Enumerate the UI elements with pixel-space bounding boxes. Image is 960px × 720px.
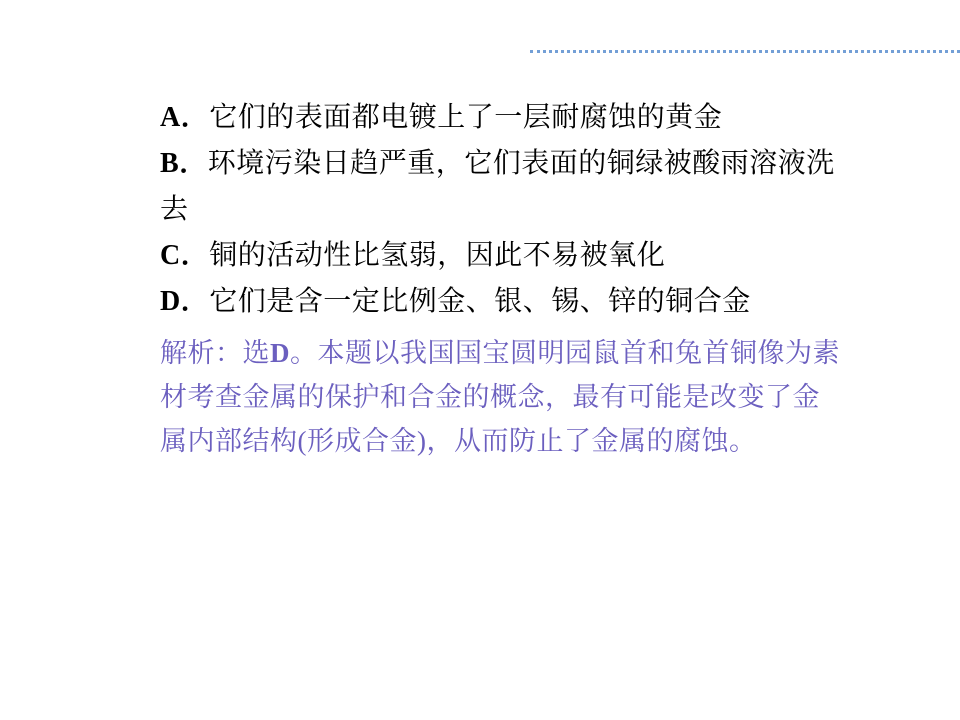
- option-b: [160, 141, 840, 233]
- option-c-text: 铜的活动性比氢弱，因此不易被氧化: [209, 240, 666, 271]
- option-d-text: 它们是含一定比例金、银、锡、锌的铜合金: [209, 286, 751, 317]
- explanation-prefix: 解析：选: [160, 338, 270, 368]
- option-d: [160, 279, 840, 325]
- option-a-label: A: [160, 102, 181, 133]
- option-c-separator: ．: [180, 240, 210, 271]
- option-a: [160, 95, 840, 141]
- explanation-body: 。本题以我国国宝圆明园鼠首和兔首铜像为素材考查金属的保护和合金的概念，最有可能是改变了金属内部结构(形成合金)，从而防止了金属的腐蚀。: [160, 338, 840, 456]
- option-c: [160, 233, 840, 279]
- option-b-label: B: [160, 148, 180, 179]
- explanation: [160, 331, 840, 463]
- option-a-text: 它们的表面都电镀上了一层耐腐蚀的黄金: [209, 102, 723, 133]
- option-a-separator: ．: [180, 102, 210, 133]
- option-b-separator: ．: [179, 148, 208, 179]
- question-options-block: [160, 95, 840, 463]
- option-c-label: C: [160, 240, 181, 271]
- explanation-answer: D: [270, 338, 290, 368]
- option-b-text: 环境污染日趋严重，它们表面的铜绿被酸雨溶液洗去: [160, 148, 835, 225]
- option-d-label: D: [160, 286, 181, 317]
- dotted-divider: [530, 50, 960, 56]
- option-d-separator: ．: [180, 286, 210, 317]
